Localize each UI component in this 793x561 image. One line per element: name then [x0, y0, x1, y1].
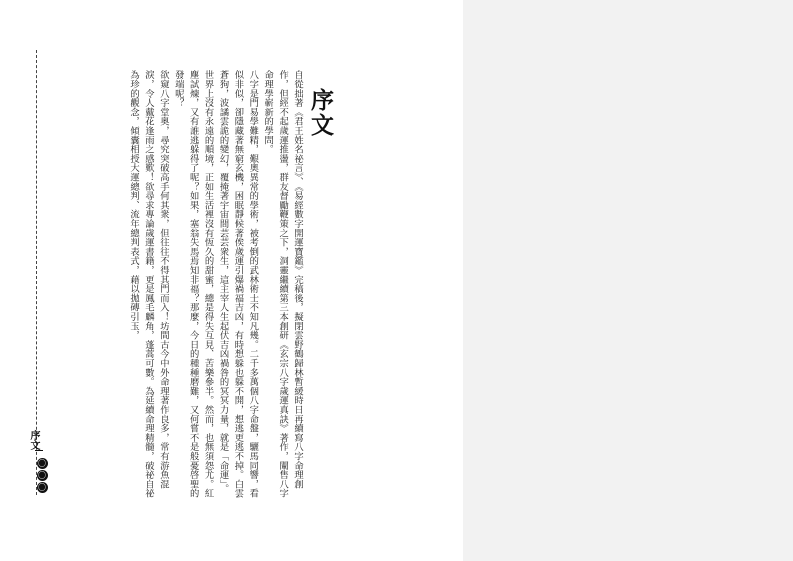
margin-rule [36, 50, 37, 495]
paragraph: 欲窺八字堂奧，尋究突破高手何其衆，但往往不得其門而入！坊間古今中外命理著作良多，常有游魚混淚，令人戴花逢雨之感歎！欲尋求專論歲運書籍，更是鳳毛麟角，蓬蒿可數。為延續命理精髓，破祕自祕為珍的觀念，傾囊相授大運總判、流年總判表式，藉以拋磚引玉， [128, 70, 169, 498]
page-number [36, 458, 48, 493]
page-number-digit: 〇 [38, 471, 46, 480]
body-text [64, 70, 304, 500]
running-head: 序文 [28, 430, 39, 450]
running-head-rule [35, 450, 43, 451]
page-number-digit: 〇 [38, 483, 46, 492]
paragraph: 自從拙著《君王姓名祕言》、《易經數字開運寶鑑》完稿後，擬閉雲野鶴歸林暫緩時日再續寫八字命理創作，但經不起歲運推盪，群友督勵鞭策之下，洞靈繼續第三本創研《玄宗八字歲運真訣》著作，闡售八字命理學嶄新的學問。 [262, 70, 303, 498]
paragraph: 八字是門易學難精，艱奧異常的學術，被考倒的武林術士不知凡幾。二千多萬個八字命盤，驪馬同響，看似非似，卻隱藏著無窮玄機，困眠靜候著俟歲運引爆禍福吉凶，有時想躲也躲不開，想逃更逃不掉。白雲蒼狗，波譎雲詭的變幻，覆掩著宇宙間芸芸衆生，這主宰人生起伏吉凶禍咎的冥冥力量，就是「命運」。世界上沒有永遠的順境，正如生活裡沒有恆久的甜蜜，總是得失互見、苦樂參半。然而，也無須怨尤。紅塵試煉，又有誰逃躲得了呢？如果，塞翁失馬焉知非福？那麼，今日的種種磨難，又何嘗不是般憂啓聖的發端呢？ [172, 70, 259, 498]
page-title: 序文 [307, 88, 334, 138]
page-number-digit: 〇 [38, 459, 46, 468]
